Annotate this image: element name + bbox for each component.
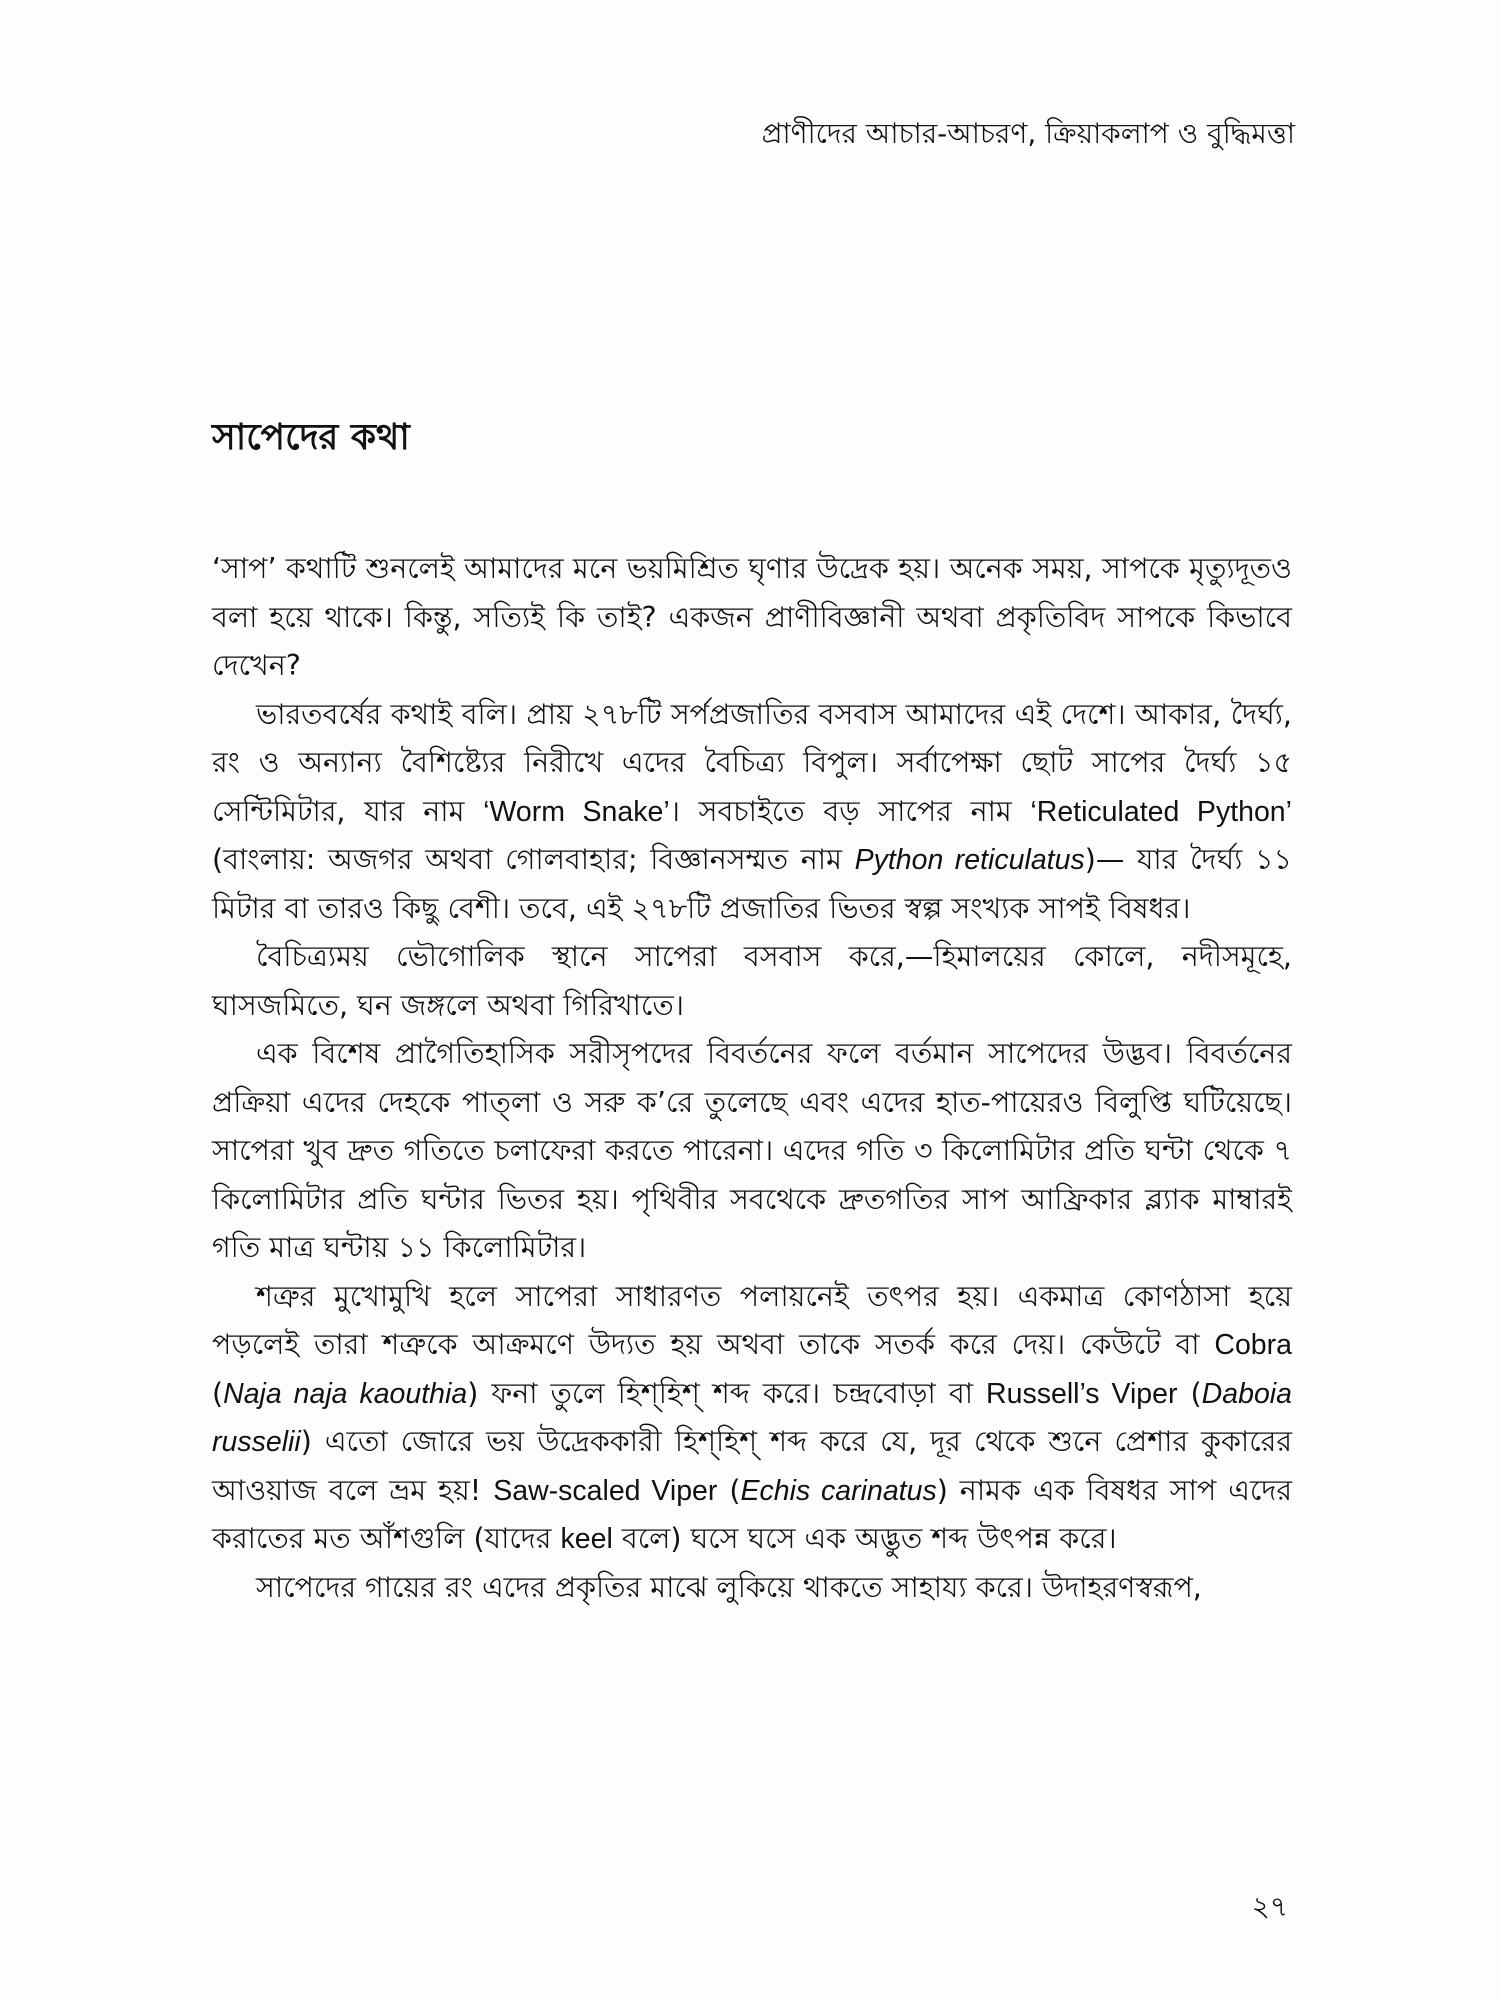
body-paragraph <box>212 1564 1292 1613</box>
body-paragraph <box>212 545 1292 691</box>
body-text <box>212 545 1292 1612</box>
paragraph-text: ‘সাপ’ কথাটি শুনলেই আমাদের মনে ভয়মিশ্রিত ঘৃণার উদ্রেক হয়। অনেক সময়, সাপকে মৃত্যুদূতও বলা হয়ে থাকে। কিন্তু, সত্যিই কি তাই? একজন প্রাণীবিজ্ঞানী অথবা প্রকৃতিবিদ সাপকে কিভাবে দেখেন? <box>212 552 1292 682</box>
body-paragraph <box>212 1273 1292 1564</box>
paragraph-text: ) এতো জোরে ভয় উদ্রেককারী হিশ্‌হিশ্‌ শব্দ করে যে, দূর থেকে শুনে প্রেশার কুকারের আওয়াজ বলে ভ্রম হয়! <box>212 1425 1292 1507</box>
paragraph-text: শত্রুর মুখোমুখি হলে সাপেরা সাধারণত পলায়নেই তৎপর হয়। একমাত্র কোণঠাসা হয়ে পড়লেই তারা শত্রুকে আক্রমণে উদ্যত হয় অথবা তাকে সতর্ক করে দেয়। কেউটে বা <box>212 1279 1292 1361</box>
chapter-title: সাপেদের কথা <box>212 417 410 458</box>
english-term: keel <box>560 1523 613 1555</box>
running-header: প্রাণীদের আচার-আচরণ, ক্রিয়াকলাপ ও বুদ্ধিমত্তা <box>761 117 1295 150</box>
english-term: Saw-scaled Viper <box>493 1474 718 1507</box>
paragraph-text: (বাংলায়: অজগর অথবা গোলবাহার; বিজ্ঞানসম্মত নাম <box>212 843 855 876</box>
paragraph-text: ( <box>1177 1376 1202 1410</box>
body-paragraph <box>212 933 1292 1030</box>
scientific-name: Naja naja kaouthia <box>223 1377 468 1410</box>
scientific-name: Daboia russelii <box>212 1377 1292 1458</box>
english-term: ‘Reticulated Python’ <box>1030 795 1292 828</box>
paragraph-text: )— যার দৈর্ঘ্য ১১ মিটার বা তারও কিছু বেশী। তবে, এই ২৭৮টি প্রজাতির ভিতর স্বল্প সংখ্যক সাপই বিষধর। <box>212 843 1292 925</box>
page-number: ২৭ <box>1251 1890 1288 1923</box>
body-paragraph <box>212 1030 1292 1273</box>
english-term: Cobra <box>1214 1329 1292 1361</box>
paragraph-text: বলে) ঘসে ঘসে এক অদ্ভুত শব্দ উৎপন্ন করে। <box>612 1522 1117 1555</box>
body-paragraph <box>212 691 1292 934</box>
paragraph-text: । সবচাইতে বড় সাপের নাম <box>669 794 1031 828</box>
english-term: Russell’s Viper <box>986 1377 1178 1410</box>
paragraph-text: ) ফনা তুলে হিশ্‌হিশ্‌ শব্দ করে। চন্দ্রবোড়া বা <box>467 1376 987 1410</box>
scientific-name: Echis carinatus <box>740 1474 937 1507</box>
scientific-name: Python reticulatus <box>854 844 1085 876</box>
paragraph-text: ( <box>717 1473 741 1507</box>
paragraph-text: ভারতবর্ষের কথাই বলি। প্রায় ২৭৮টি সর্পপ্রজাতির বসবাস আমাদের এই দেশে। আকার, দৈর্ঘ্য, রং ও অন্যান্য বৈশিষ্ট্যের নিরীখে এদের বৈচিত্র্য বিপুল। সর্বাপেক্ষা ছোট সাপের দৈর্ঘ্য ১৫ সেন্টিমিটার, যার নাম <box>212 697 1292 828</box>
paragraph-text: সাপেদের গায়ের রং এদের প্রকৃতির মাঝে লুকিয়ে থাকতে সাহায্য করে। উদাহরণস্বরূপ, <box>256 1570 1202 1604</box>
paragraph-text: ) নামক এক বিষধর সাপ এদের করাতের মত আঁশগুলি (যাদের <box>212 1473 1292 1555</box>
paragraph-text: এক বিশেষ প্রাগৈতিহাসিক সরীসৃপদের বিবর্তনের ফলে বর্তমান সাপেদের উদ্ভব। বিবর্তনের প্রক্রিয়া এদের দেহকে পাত্‌লা ও সরু ক’রে তুলেছে এবং এদের হাত-পায়েরও বিলুপ্তি ঘটিয়েছে। সাপেরা খুব দ্রুত গতিতে চলাফেরা করতে পারেনা। এদের গতি ৩ কিলোমিটার প্রতি ঘন্টা থেকে ৭ কিলোমিটার প্রতি ঘন্টার ভিতর হয়। পৃথিবীর সবথেকে দ্রুতগতির সাপ আফ্রিকার ব্ল্যাক মাম্বারই গতি মাত্র ঘন্টায় ১১ কিলোমিটার। <box>212 1037 1292 1264</box>
paragraph-text: বৈচিত্র্যময় ভৌগোলিক স্থানে সাপেরা বসবাস করে,—হিমালয়ের কোলে, নদীসমূহে, ঘাসজমিতে, ঘন জঙ্গলে অথবা গিরিখাতে। <box>212 940 1292 1022</box>
english-term: ‘Worm Snake’ <box>483 795 670 828</box>
paragraph-text: ( <box>212 1376 224 1410</box>
